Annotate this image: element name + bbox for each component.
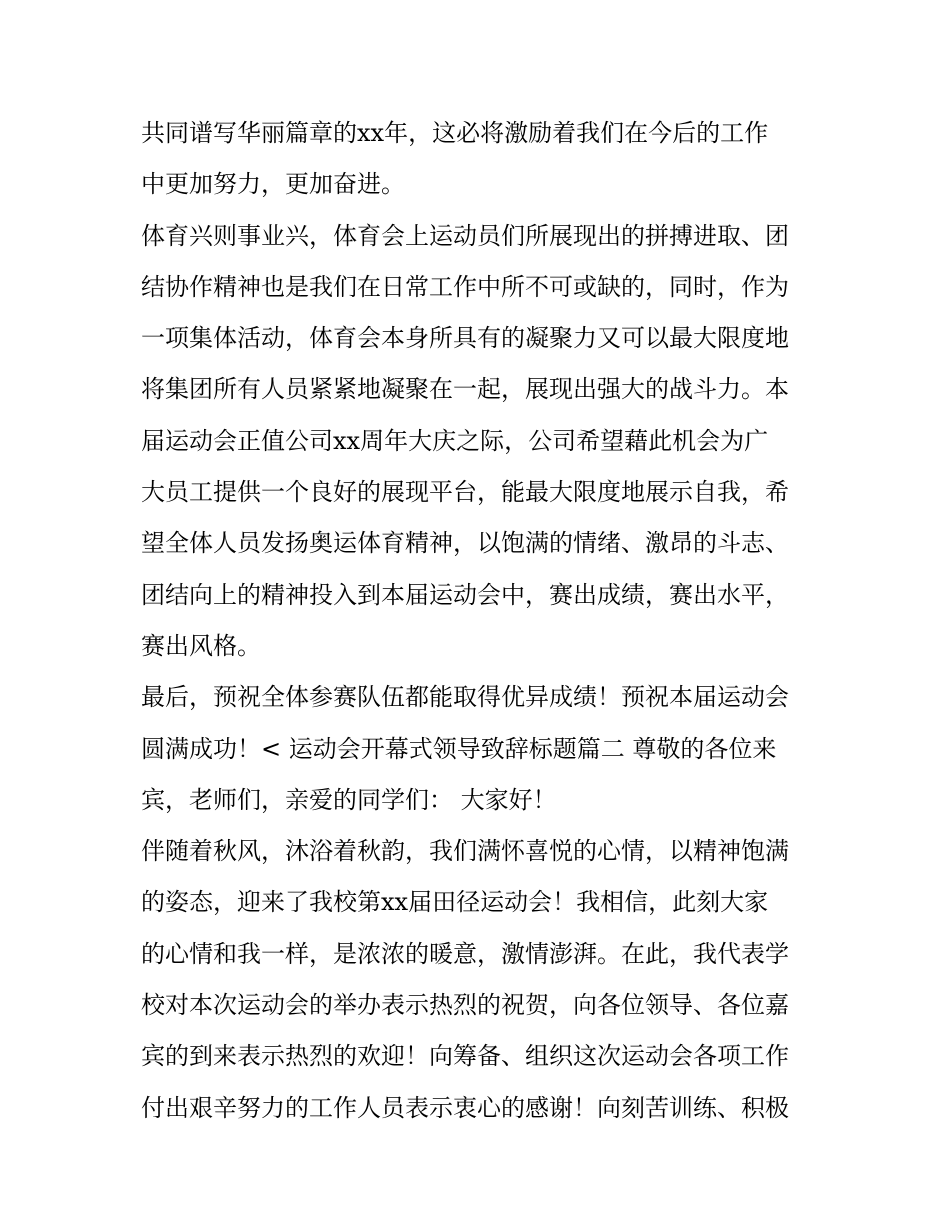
text-line: 结协作精神也是我们在日常工作中所不可或缺的，同时，作为: [141, 272, 789, 301]
text-line: 的心情和我一样，是浓浓的暖意，激情澎湃。在此，我代表学: [141, 939, 789, 968]
text-line: 将集团所有人员紧紧地凝聚在一起，展现出强大的战斗力。本: [141, 375, 789, 404]
text-line: 最后，预祝全体参赛队伍都能取得优异成绩！预祝本届运动会: [141, 683, 789, 712]
text-line: 校对本次运动会的举办表示热烈的祝贺，向各位领导、各位嘉: [141, 991, 789, 1020]
text-line: 大员工提供一个良好的展现平台，能最大限度地展示自我，希: [141, 478, 789, 507]
text-line: 体育兴则事业兴，体育会上运动员们所展现出的拼搏进取、团: [141, 221, 789, 250]
text-line: 一项集体活动，体育会本身所具有的凝聚力又可以最大限度地: [141, 324, 789, 353]
text-line: 圆满成功！< 运动会开幕式领导致辞标题篇二 尊敬的各位来: [141, 734, 777, 763]
text-line: 届运动会正值公司xx周年大庆之际，公司希望藉此机会为广: [141, 426, 769, 455]
text-line: 伴随着秋风，沐浴着秋韵，我们满怀喜悦的心情，以精神饱满: [141, 837, 789, 866]
text-line: 宾的到来表示热烈的欢迎！向筹备、组织这次运动会各项工作: [141, 1042, 789, 1071]
text-line: 宾，老师们，亲爱的同学们： 大家好！: [141, 785, 557, 814]
text-line: 共同谱写华丽篇章的xx年，这必将激励着我们在今后的工作: [141, 119, 769, 147]
text-line: 望全体人员发扬奥运体育精神，以饱满的情绪、激昂的斗志、: [141, 529, 789, 558]
text-line: 团结向上的精神投入到本届运动会中，赛出成绩，赛出水平，: [141, 580, 789, 609]
text-line: 付出艰辛努力的工作人员表示衷心的感谢！向刻苦训练、积极: [141, 1093, 789, 1122]
text-line: 的姿态，迎来了我校第xx届田径运动会！我相信，此刻大家: [141, 888, 769, 917]
text-line: 中更加努力，更加奋进。: [141, 170, 405, 199]
text-line: 赛出风格。: [141, 631, 261, 660]
body-text: [141, 108, 821, 1134]
